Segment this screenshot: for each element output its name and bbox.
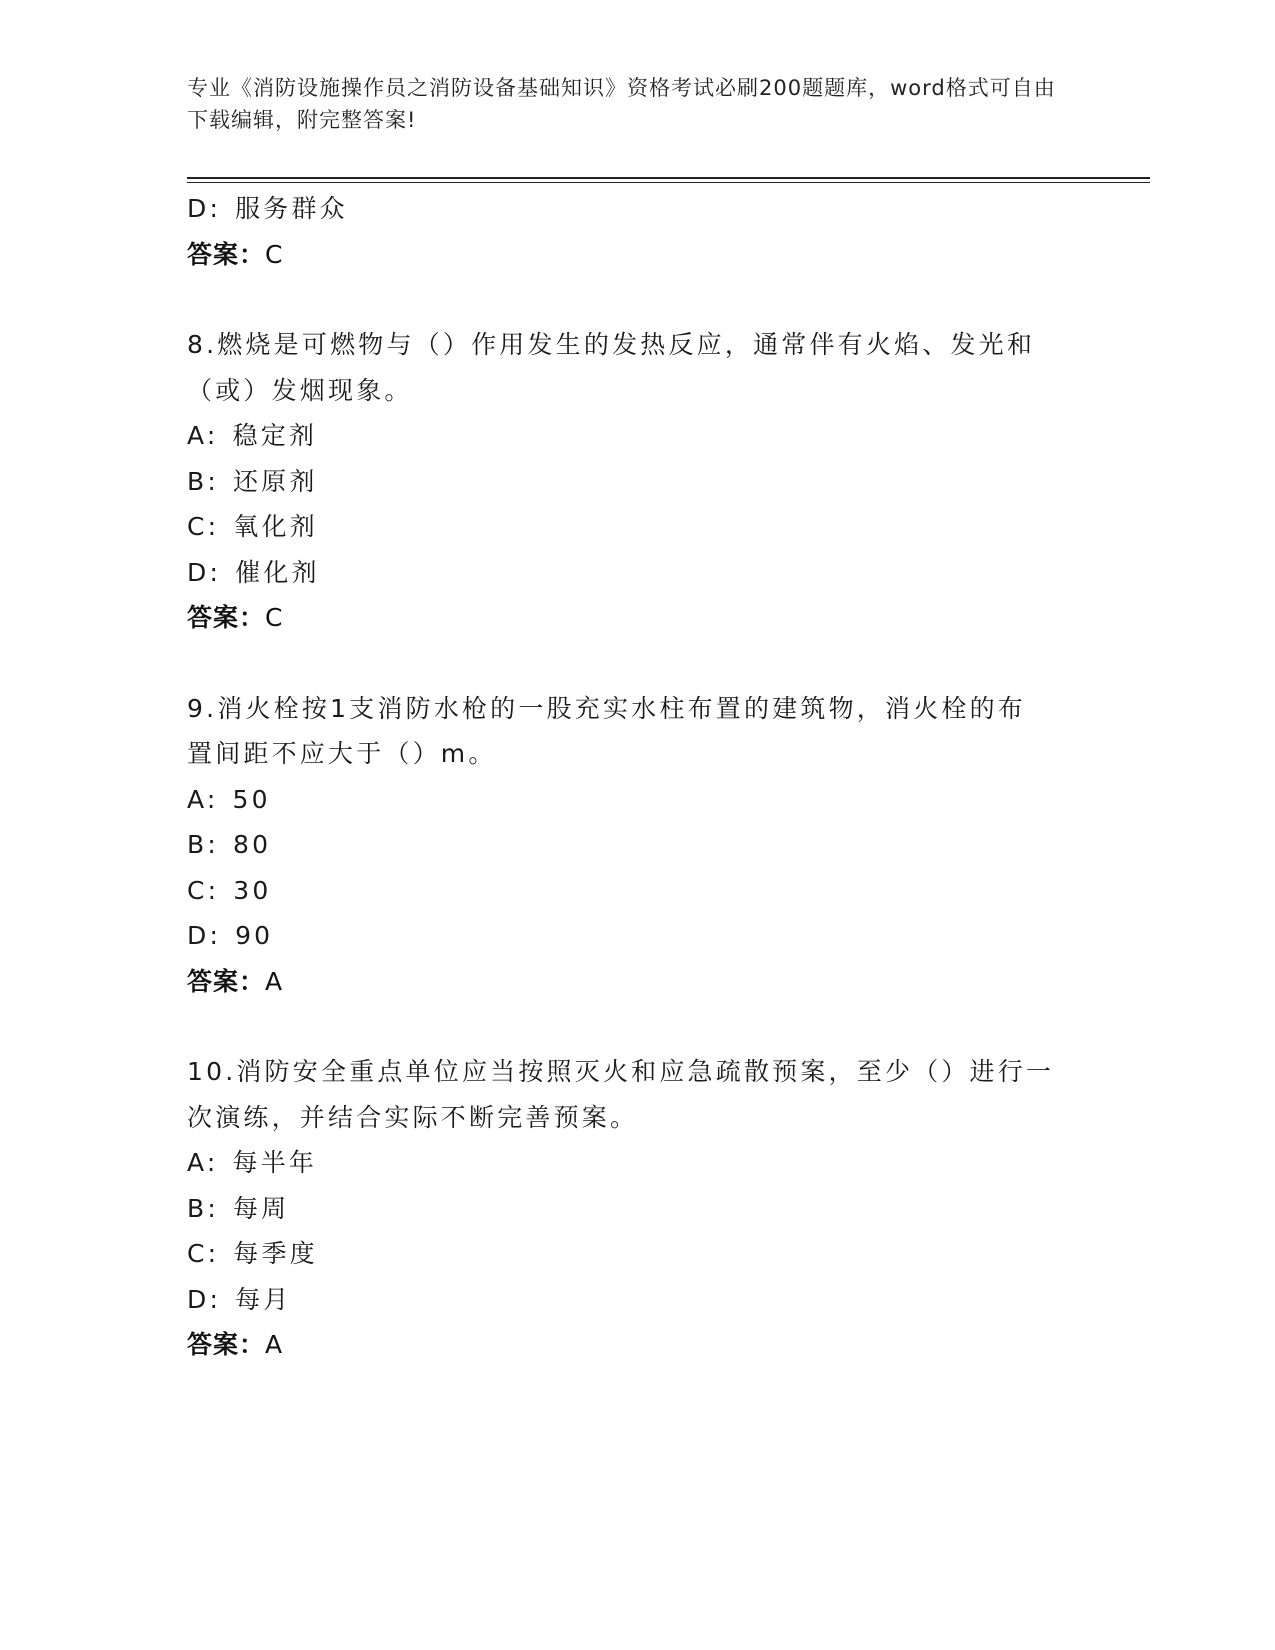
answer-label: 答案：	[187, 239, 266, 269]
question-stem-line	[187, 686, 1087, 732]
option-label: C:	[187, 1239, 220, 1268]
option-text: 服务群众	[235, 194, 348, 223]
spacer	[187, 1004, 1087, 1049]
option-d	[187, 550, 1087, 596]
question-number: 9.	[187, 693, 218, 723]
option-a	[187, 1140, 1087, 1186]
question-8	[187, 322, 1087, 641]
option-label: B:	[187, 1193, 219, 1223]
question-text: 消火栓按1支消防水枪的一股充实水柱布置的建筑物，消火栓的布	[217, 693, 1026, 723]
question-text: 燃烧是可燃物与（）作用发生的发热反应，通常伴有火焰、发光和	[217, 330, 1036, 359]
option-text: 50	[232, 784, 271, 814]
question-text: 置间距不应大于（）m。	[187, 739, 497, 768]
option-label: B:	[187, 830, 219, 859]
answer-line	[187, 1322, 1087, 1368]
answer-label: 答案：	[187, 1330, 266, 1359]
option-text: 每周	[232, 1193, 290, 1223]
question-stem-line	[187, 1095, 1087, 1141]
header-divider	[187, 177, 1150, 183]
question-text: （或）发烟现象。	[187, 375, 413, 405]
page-header	[187, 72, 1067, 136]
question-stem-line	[187, 731, 1087, 777]
question-text: 消防安全重点单位应当按照灭火和应急疏散预案，至少（）进行一	[236, 1057, 1055, 1086]
question-stem-line	[187, 368, 1087, 414]
continued-question	[187, 186, 1087, 277]
option-d	[187, 1277, 1087, 1323]
header-text: 专业《消防设施操作员之消防设备基础知识》资格考试必刷200题题库，word格式可自由下载编辑，附完整答案!	[187, 76, 1056, 132]
option-text: 催化剂	[235, 557, 320, 587]
option-label: C:	[187, 875, 220, 905]
option-text: 稳定剂	[232, 421, 318, 450]
option-label: D:	[187, 1284, 222, 1314]
option-c	[187, 504, 1087, 550]
option-c	[187, 1231, 1087, 1277]
answer-label: 答案：	[187, 603, 266, 632]
answer-line	[187, 232, 1087, 278]
answer-value: C	[265, 239, 284, 269]
option-label: A:	[187, 1148, 219, 1177]
option-a	[187, 413, 1087, 459]
question-10	[187, 1049, 1087, 1368]
option-b	[187, 459, 1087, 505]
option-label: B:	[187, 466, 219, 496]
option-c	[187, 868, 1087, 914]
option-a	[187, 777, 1087, 823]
option-text: 30	[233, 875, 272, 905]
spacer	[187, 277, 1087, 322]
question-number: 8.	[187, 330, 218, 359]
question-stem-line	[187, 1049, 1087, 1095]
answer-line	[187, 595, 1087, 641]
option-b	[187, 1186, 1087, 1232]
option-text: 每半年	[232, 1148, 318, 1177]
answer-value: C	[265, 603, 284, 632]
answer-value: A	[265, 966, 284, 996]
option-label: D:	[187, 921, 222, 950]
option-label: D:	[187, 557, 222, 587]
option-label: C:	[187, 512, 220, 541]
option-b	[187, 822, 1087, 868]
option-label: A:	[187, 421, 219, 450]
option-text: 还原剂	[232, 466, 318, 496]
option-text: 80	[232, 830, 272, 859]
option-text: 90	[235, 921, 274, 950]
option-d	[187, 186, 1087, 232]
option-label: A:	[187, 784, 219, 814]
answer-label: 答案：	[187, 966, 266, 996]
question-list	[187, 186, 1087, 1368]
option-d	[187, 913, 1087, 959]
option-text: 每月	[235, 1284, 292, 1314]
spacer	[187, 641, 1087, 686]
option-label: D:	[187, 194, 222, 223]
question-9	[187, 686, 1087, 1005]
answer-value: A	[265, 1330, 284, 1359]
question-stem-line	[187, 322, 1087, 368]
option-text: 氧化剂	[233, 512, 318, 541]
option-text: 每季度	[233, 1239, 318, 1268]
question-number: 10.	[187, 1057, 237, 1086]
answer-line	[187, 959, 1087, 1005]
question-text: 次演练，并结合实际不断完善预案。	[187, 1102, 639, 1132]
